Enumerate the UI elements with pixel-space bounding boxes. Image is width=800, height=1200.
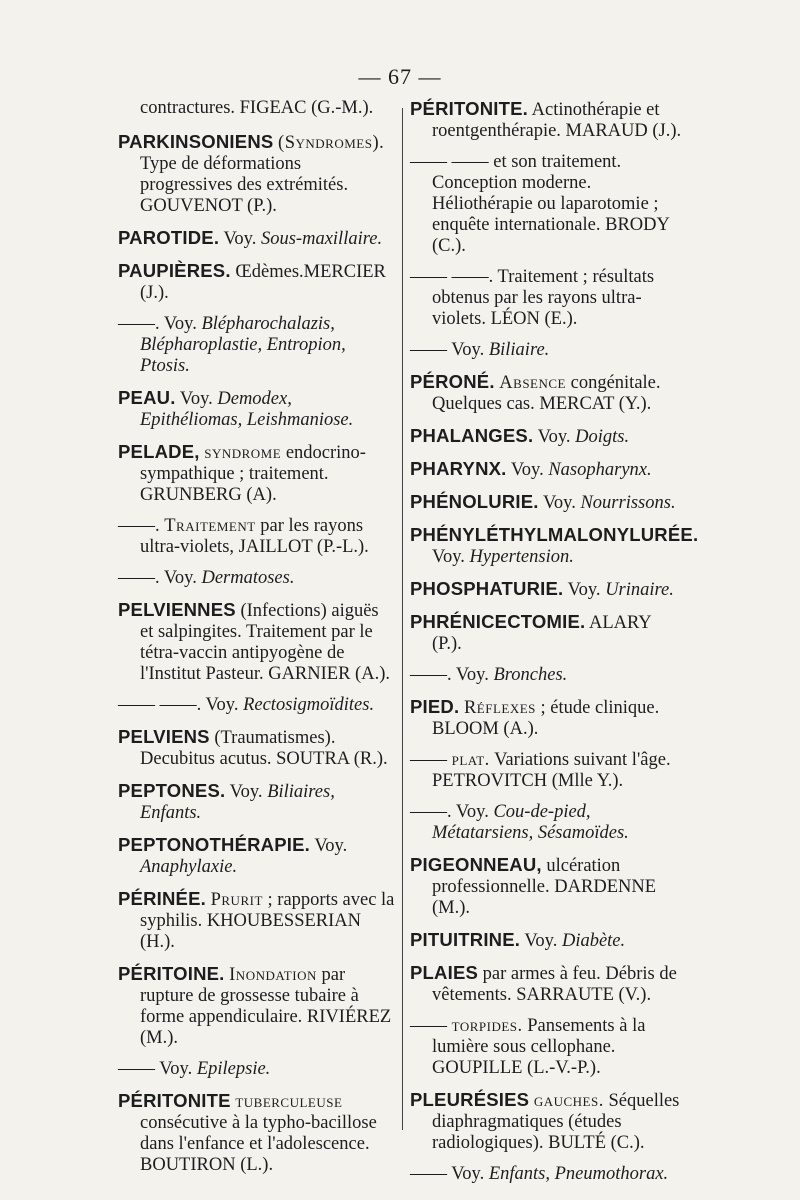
entry-text: Voy.	[229, 782, 268, 802]
index-entry	[410, 267, 682, 330]
entry-heading: PELVIENS	[118, 726, 210, 747]
cross-reference: Nourrissons.	[580, 493, 676, 513]
entry-heading: PÉRONÉ.	[410, 371, 495, 392]
repeat-dash: ——	[410, 750, 447, 770]
cross-reference: Rectosigmoïdites.	[243, 695, 375, 715]
repeat-dash: ——.	[118, 314, 160, 334]
entry-heading: PEPTONOTHÉRAPIE.	[118, 834, 311, 855]
repeat-dash: ——	[410, 1164, 447, 1184]
entry-text: Voy.	[537, 427, 576, 447]
index-entry	[410, 578, 682, 601]
entry-heading: PEAU.	[118, 387, 176, 408]
repeat-dash: ——.	[410, 665, 452, 685]
cross-reference: Demodex, Epithéliomas, Leishmaniose.	[140, 389, 354, 430]
index-entry	[118, 260, 396, 304]
index-entry	[410, 696, 682, 740]
small-caps-qualifier: tuberculeuse	[235, 1092, 343, 1112]
index-entry	[118, 888, 396, 953]
index-entry	[410, 750, 682, 792]
index-entry	[118, 1090, 396, 1176]
entry-text: Actinothérapie et roentgenthérapie. MARAUD (J.).	[432, 100, 682, 141]
small-caps-qualifier: Traitement	[164, 516, 256, 536]
index-entry	[118, 834, 396, 878]
cross-reference: Hypertension.	[469, 547, 574, 567]
entry-text: Voy.	[451, 1164, 489, 1184]
index-entry	[410, 611, 682, 655]
entry-text: congénitale. Quelques cas. MERCAT (Y.).	[432, 373, 661, 414]
small-caps-qualifier: torpides.	[451, 1016, 523, 1036]
entry-text: endocrino-sympathique ; traitement. GRUNBERG (A).	[140, 443, 366, 505]
cross-reference: Sous-maxillaire.	[260, 229, 383, 249]
index-entry	[410, 1016, 682, 1079]
entry-text: Œdèmes.MERCIER (J.).	[140, 262, 386, 303]
index-entry	[118, 599, 396, 685]
entry-text: Voy.	[567, 580, 606, 600]
cross-reference: Anaphylaxie.	[140, 857, 238, 877]
entry-heading: PHOSPHATURIE.	[410, 578, 564, 599]
entry-text: par armes à feu. Débris de vêtements. SARRAUTE (V.).	[432, 964, 677, 1005]
index-entry	[410, 340, 682, 361]
entry-text: par les rayons ultra-violets, JAILLOT (P.-L.).	[140, 516, 369, 557]
index-entry	[118, 780, 396, 824]
index-entry	[118, 98, 396, 119]
entry-text: Variations suivant l'âge. PETROVITCH (Mlle Y.).	[432, 750, 671, 791]
index-entry	[118, 314, 396, 377]
entry-heading: PÉRITONITE.	[410, 98, 529, 119]
entry-heading: PHARYNX.	[410, 458, 507, 479]
entry-text: Voy.	[163, 314, 202, 334]
entry-heading: PHÉNYLÉTHYLMALONYLURÉE.	[410, 524, 699, 545]
entry-text: Voy.	[542, 493, 581, 513]
page-number: — 67 —	[358, 64, 442, 89]
column-divider	[402, 108, 403, 1130]
entry-text: Voy.	[163, 568, 202, 588]
index-entry	[410, 458, 682, 481]
repeat-dash: ——	[410, 1016, 447, 1036]
repeat-dash: ——	[410, 340, 447, 360]
index-entry	[118, 441, 396, 506]
small-caps-qualifier: (Syndromes).	[278, 133, 385, 153]
cross-reference: Dermatoses.	[201, 568, 295, 588]
entry-text: contractures. FIGEAC (G.-M.).	[140, 98, 374, 118]
index-entry	[410, 491, 682, 514]
entry-heading: PELADE,	[118, 441, 200, 462]
small-caps-qualifier: Prurit	[210, 890, 263, 910]
index-entry	[410, 425, 682, 448]
index-entry	[118, 131, 396, 217]
entry-text: Séquelles diaphragmatiques (études radiologiques). BULTÉ (C.).	[432, 1091, 680, 1153]
small-caps-qualifier: Inondation	[229, 965, 317, 985]
small-caps-qualifier: gauches.	[533, 1091, 604, 1111]
entry-text: ALARY (P.).	[432, 613, 651, 654]
index-entry	[410, 1164, 682, 1185]
entry-text: Voy.	[314, 836, 348, 856]
index-entry	[410, 962, 682, 1006]
entry-text: Voy.	[205, 695, 244, 715]
small-caps-qualifier: syndrome	[204, 443, 282, 463]
entry-heading: PAUPIÈRES.	[118, 260, 231, 281]
entry-text: par rupture de grossesse tubaire à forme appendiculaire. RIVIÉREZ (M.).	[140, 965, 392, 1048]
entry-text: Voy.	[223, 229, 261, 249]
entry-heading: PLEURÉSIES	[410, 1089, 530, 1110]
entry-text: Traitement ; résultats obtenus par les rayons ultra-violets. LÉON (E.).	[432, 267, 655, 329]
entry-heading: PHALANGES.	[410, 425, 534, 446]
cross-reference: Biliaires, Enfants.	[140, 782, 335, 823]
cross-reference: Nasopharynx.	[548, 460, 652, 480]
index-entry	[410, 152, 682, 257]
cross-reference: Urinaire.	[605, 580, 674, 600]
left-column	[118, 98, 396, 1186]
entry-heading: PÉRITOINE.	[118, 963, 225, 984]
index-entry	[118, 516, 396, 558]
entry-text: Voy.	[159, 1059, 197, 1079]
entry-heading: PAROTIDE.	[118, 227, 220, 248]
index-entry	[410, 854, 682, 919]
entry-text: (Infections) aiguës et salpingites. Traitement par le tétra-vaccin antipyogène de l'Institut Pasteur. GARNIER (A.).	[140, 601, 390, 684]
cross-reference: Diabète.	[561, 931, 626, 951]
repeat-dash: ——.	[118, 516, 160, 536]
entry-text: Voy.	[455, 665, 494, 685]
entry-text: Voy.	[524, 931, 562, 951]
entry-text: Voy.	[451, 340, 489, 360]
cross-reference: Epilepsie.	[196, 1059, 271, 1079]
repeat-dash: —— ——.	[410, 267, 494, 287]
entry-heading: PLAIES	[410, 962, 479, 983]
cross-reference: Biliaire.	[488, 340, 550, 360]
index-entry	[118, 695, 396, 716]
entry-heading: PEPTONES.	[118, 780, 226, 801]
repeat-dash: —— ——.	[118, 695, 202, 715]
small-caps-qualifier: plat.	[451, 750, 490, 770]
index-entry	[410, 1089, 682, 1154]
entry-text: (Traumatismes). Decubitus acutus. SOUTRA (R.).	[140, 728, 388, 769]
right-column	[410, 98, 699, 1195]
index-entry	[118, 726, 396, 770]
entry-text: ulcération professionnelle. DARDENNE (M.).	[432, 856, 657, 918]
cross-reference: Enfants, Pneumothorax.	[488, 1164, 669, 1184]
repeat-dash: ——.	[118, 568, 160, 588]
entry-text: ; rapports avec la syphilis. KHOUBESSERIAN (H.).	[140, 890, 395, 952]
entry-text: consécutive à la typho-bacillose dans l'enfance et l'adolescence. BOUTIRON (L.).	[140, 1113, 377, 1175]
entry-text: et son traitement. Conception moderne. Héliothérapie ou laparotomie ; enquête internationale. BRODY (C.).	[432, 152, 670, 256]
cross-reference: Cou-de-pied, Métatarsiens, Sésamoïdes.	[432, 802, 629, 843]
repeat-dash: ——	[118, 1059, 155, 1079]
index-entry	[410, 929, 682, 952]
entry-heading: PÉRINÉE.	[118, 888, 206, 909]
small-caps-qualifier: Réflexes	[463, 698, 536, 718]
entry-text: Pansements à la lumière sous cellophane. GOUPILLE (L.-V.-P.).	[432, 1016, 646, 1078]
cross-reference: Doigts.	[575, 427, 630, 447]
entry-heading: PIGEONNEAU,	[410, 854, 542, 875]
entry-heading: PARKINSONIENS	[118, 131, 274, 152]
entry-text: Voy.	[432, 547, 470, 567]
index-entry	[118, 227, 396, 250]
entry-heading: PITUITRINE.	[410, 929, 521, 950]
entry-heading: PHÉNOLURIE.	[410, 491, 539, 512]
repeat-dash: ——.	[410, 802, 452, 822]
index-entry	[118, 387, 396, 431]
entry-heading: PHRÉNICECTOMIE.	[410, 611, 586, 632]
index-entry	[118, 1059, 396, 1080]
entry-text: Voy.	[179, 389, 218, 409]
index-entry	[118, 568, 396, 589]
repeat-dash: —— ——	[410, 152, 489, 172]
index-entry	[410, 665, 682, 686]
small-caps-qualifier: Absence	[499, 373, 566, 393]
index-entry	[118, 963, 396, 1049]
entry-heading: PIED.	[410, 696, 460, 717]
entry-heading: PELVIENNES	[118, 599, 236, 620]
entry-text: Voy.	[455, 802, 494, 822]
index-entry	[410, 371, 682, 415]
entry-text: Type de déformations progressives des extrémités. GOUVENOT (P.).	[140, 154, 349, 216]
entry-text: Voy.	[510, 460, 549, 480]
entry-text: ; étude clinique. BLOOM (A.).	[432, 698, 660, 739]
index-entry	[410, 524, 699, 568]
entry-heading: PÉRITONITE	[118, 1090, 231, 1111]
index-entry	[410, 98, 682, 142]
index-entry	[410, 802, 682, 844]
cross-reference: Blépharochalazis, Blépharoplastie, Entropion, Ptosis.	[140, 314, 346, 376]
cross-reference: Bronches.	[493, 665, 568, 685]
